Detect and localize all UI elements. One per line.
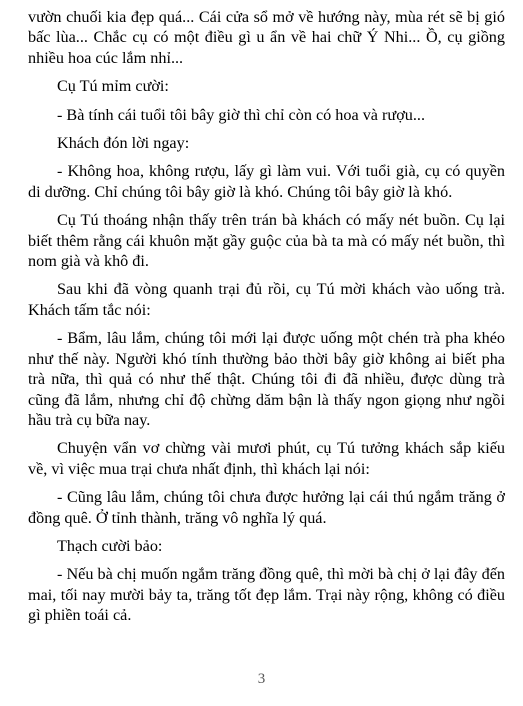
page-body — [28, 7, 505, 634]
paragraph-9: Chuyện vẩn vơ chừng vài mươi phút, cụ Tú tưởng khách sắp kiếu về, vì việc mua trại chưa nhất định, thì khách lại nói: — [28, 439, 505, 478]
paragraph-5: - Không hoa, không rượu, lấy gì làm vui. Với tuổi già, cụ có quyền di dưỡng. Chỉ chúng tôi bây giờ là khó. Chúng tôi bây giờ là khó. — [28, 162, 505, 201]
paragraph-4: Khách đón lời ngay: — [57, 134, 190, 153]
paragraph-12: - Nếu bà chị muốn ngắm trăng đồng quê, thì mời bà chị ở lại đây đến mai, tối nay mười bảy ta, trăng tốt đẹp lắm. Trại này rộng, không có điều gì phiền toái cả. — [28, 565, 505, 625]
paragraph-7: Sau khi đã vòng quanh trại đủ rồi, cụ Tú mời khách vào uống trà. Khách tấm tắc nói: — [28, 280, 505, 319]
paragraph-3: - Bà tính cái tuổi tôi bây giờ thì chỉ còn có hoa và rượu... — [57, 105, 425, 124]
page-number: 3 — [257, 671, 266, 687]
paragraph-2: Cụ Tú mỉm cười: — [57, 77, 169, 96]
paragraph-11: Thạch cười bảo: — [57, 536, 163, 555]
paragraph-8: - Bẩm, lâu lắm, chúng tôi mới lại được uống một chén trà pha khéo như thế này. Người khó tính thường bảo thời bây giờ không ai biết pha trà nữa, thì quả có như thế thật. Chúng tôi đi đã nhiều, được dùng trà cũng đã lắm, nhưng chỉ độ chừng dăm bận là thấy ngon giọng như ngồi hầu trà cụ bữa nay. — [28, 329, 505, 429]
paragraph-1: vườn chuối kia đẹp quá... Cái cửa sổ mở về hướng này, mùa rét sẽ bị gió bấc lùa... Chắc cụ có một điều gì u ẩn về hai chữ Ý Nhi... Ồ, cụ giồng nhiều hoa cúc lắm nhỉ... — [28, 8, 505, 67]
paragraph-6: Cụ Tú thoáng nhận thấy trên trán bà khách có mấy nét buồn. Cụ lại biết thêm rằng cái khuôn mặt gầy guộc của bà ta mà có mấy nét buồn, thì nom già và khô đi. — [28, 211, 505, 271]
paragraph-10: - Cũng lâu lắm, chúng tôi chưa được hưởng lại cái thú ngắm trăng ở đồng quê. Ở tỉnh thành, trăng vô nghĩa lý quá. — [28, 488, 505, 527]
